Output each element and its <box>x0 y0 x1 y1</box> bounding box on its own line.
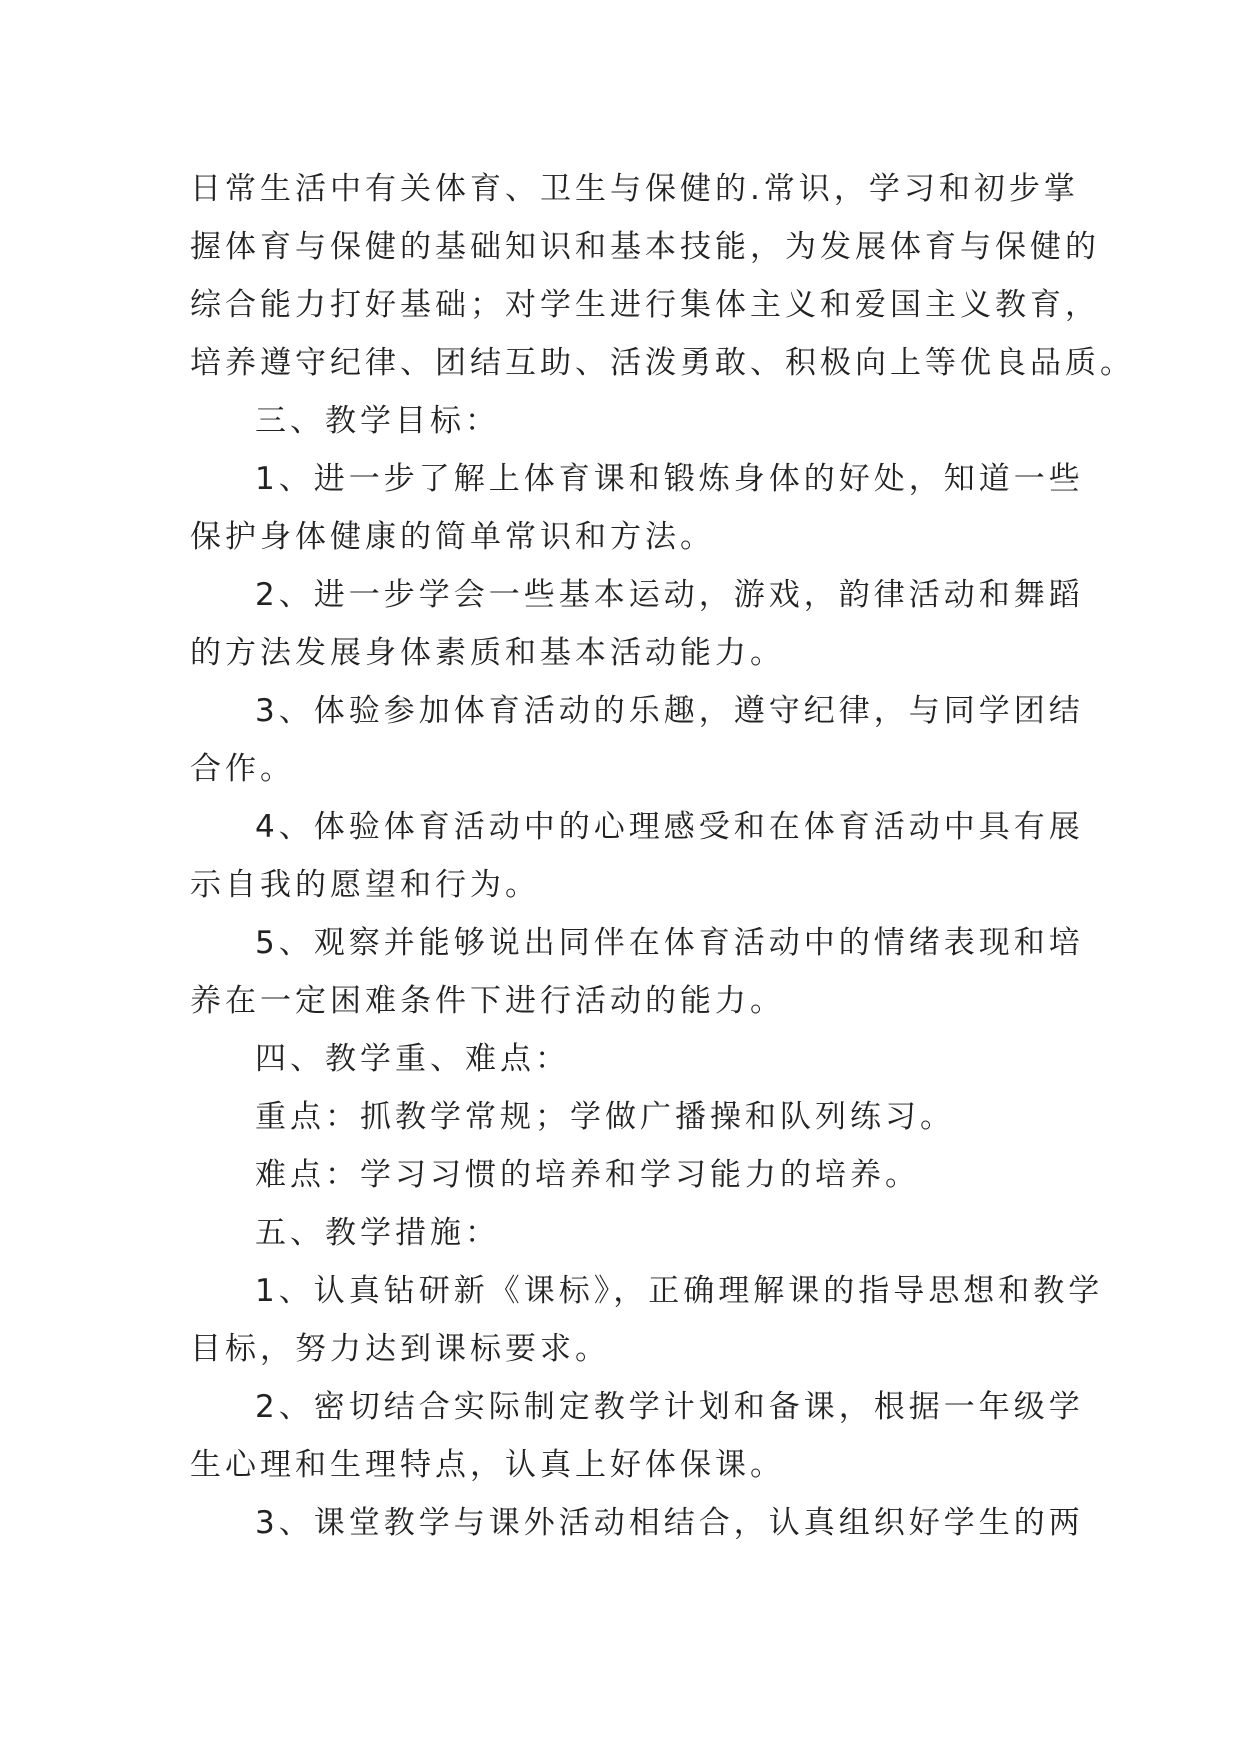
text-line: 握体育与保健的基础知识和基本技能，为发展体育与保健的 <box>190 229 1100 265</box>
text-line: 3、课堂教学与课外活动相结合，认真组织好学生的两 <box>255 1505 1084 1541</box>
text-line: 目标，努力达到课标要求。 <box>190 1331 610 1367</box>
document-body <box>190 160 1135 1552</box>
text-line: 综合能力打好基础；对学生进行集体主义和爱国主义教育， <box>190 287 1100 323</box>
text-line: 生心理和生理特点，认真上好体保课。 <box>190 1447 785 1483</box>
text-line: 合作。 <box>190 751 295 787</box>
text-line: 培养遵守纪律、团结互助、活泼勇敢、积极向上等优良品质。 <box>190 345 1135 381</box>
text-line: 日常生活中有关体育、卫生与保健的.常识，学习和初步掌 <box>190 171 1079 207</box>
section-heading: 三、教学目标： <box>255 403 500 439</box>
text-line: 重点：抓教学常规；学做广播操和队列练习。 <box>255 1099 955 1135</box>
text-line: 5、观察并能够说出同伴在体育活动中的情绪表现和培 <box>255 925 1084 961</box>
text-line: 的方法发展身体素质和基本活动能力。 <box>190 635 785 671</box>
text-line: 4、体验体育活动中的心理感受和在体育活动中具有展 <box>255 809 1084 845</box>
text-line: 3、体验参加体育活动的乐趣，遵守纪律，与同学团结 <box>255 693 1084 729</box>
text-line: 1、认真钻研新《课标》，正确理解课的指导思想和教学 <box>255 1273 1104 1309</box>
section-heading: 四、教学重、难点： <box>255 1041 570 1077</box>
text-line: 2、进一步学会一些基本运动，游戏，韵律活动和舞蹈 <box>255 577 1084 613</box>
text-line: 难点：学习习惯的培养和学习能力的培养。 <box>255 1157 920 1193</box>
section-heading: 五、教学措施： <box>255 1215 500 1251</box>
text-line: 示自我的愿望和行为。 <box>190 867 540 903</box>
text-line: 1、进一步了解上体育课和锻炼身体的好处，知道一些 <box>255 461 1084 497</box>
text-line: 2、密切结合实际制定教学计划和备课，根据一年级学 <box>255 1389 1084 1425</box>
text-line: 保护身体健康的简单常识和方法。 <box>190 519 715 555</box>
text-line: 养在一定困难条件下进行活动的能力。 <box>190 983 785 1019</box>
